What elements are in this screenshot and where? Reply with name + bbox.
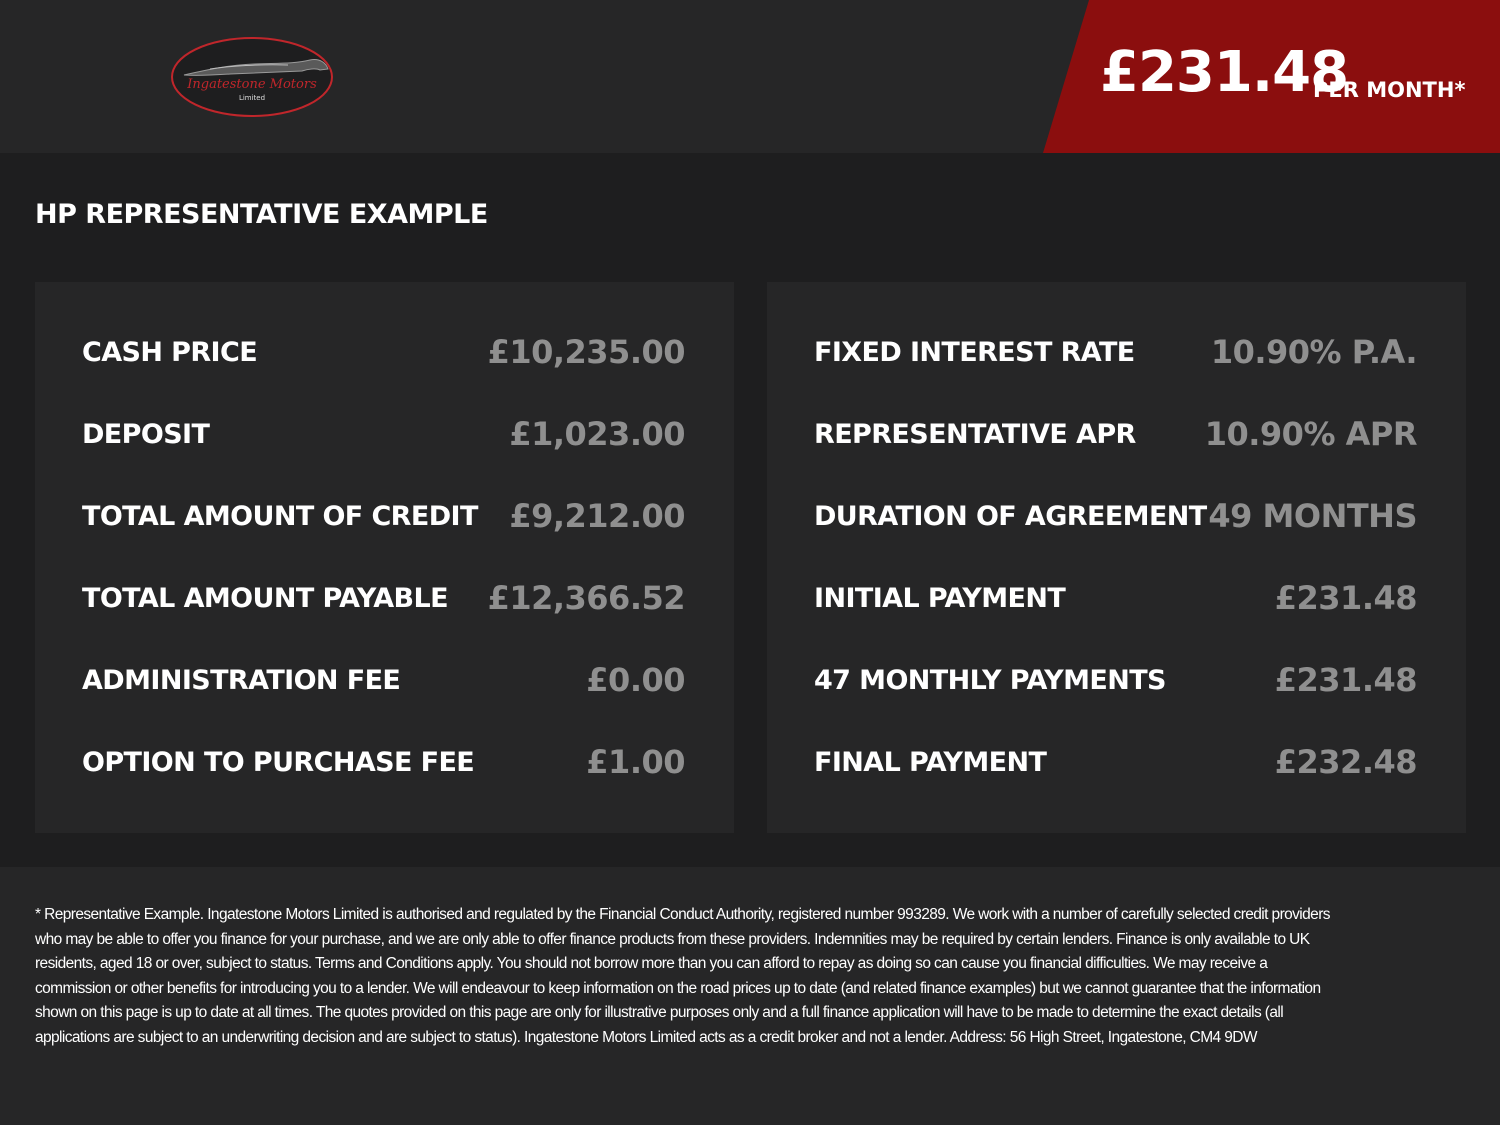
row-value: £1.00: [586, 743, 685, 781]
row-value: £231.48: [1274, 661, 1417, 699]
row-label: DURATION OF AGREEMENT: [814, 501, 1207, 532]
logo-subtitle: Limited: [238, 94, 266, 102]
row-value: £231.48: [1274, 579, 1417, 617]
row-label: ADMINISTRATION FEE: [82, 665, 401, 696]
per-month-label: PER MONTH*: [1313, 78, 1466, 102]
row-label: INITIAL PAYMENT: [814, 583, 1066, 614]
row-label: DEPOSIT: [82, 419, 210, 450]
row-label: 47 MONTHLY PAYMENTS: [814, 665, 1166, 696]
finance-row: [35, 323, 734, 383]
row-label: REPRESENTATIVE APR: [814, 419, 1136, 450]
finance-row: [767, 651, 1466, 711]
footer: [0, 867, 1500, 1125]
row-value: £232.48: [1274, 743, 1417, 781]
company-logo: [170, 36, 334, 118]
section-title: HP REPRESENTATIVE EXAMPLE: [35, 199, 488, 230]
row-value: £0.00: [586, 661, 685, 699]
finance-row: [35, 405, 734, 465]
row-label: TOTAL AMOUNT PAYABLE: [82, 583, 448, 614]
finance-row: [35, 569, 734, 629]
row-label: FIXED INTEREST RATE: [814, 337, 1135, 368]
finance-row: [35, 487, 734, 547]
row-label: CASH PRICE: [82, 337, 258, 368]
row-value: £1,023.00: [509, 415, 685, 453]
row-value: £10,235.00: [487, 333, 685, 371]
row-label: TOTAL AMOUNT OF CREDIT: [82, 501, 478, 532]
row-value: £12,366.52: [487, 579, 685, 617]
row-value: £9,212.00: [509, 497, 685, 535]
row-value: 10.90% P.A.: [1210, 333, 1417, 371]
right-finance-panel: [767, 282, 1466, 833]
finance-row: [767, 733, 1466, 793]
logo-emblem: [170, 36, 334, 118]
finance-row: [767, 405, 1466, 465]
finance-disclaimer: * Representative Example. Ingatestone Motors Limited is authorised and regulated by the Financial Conduct Authority, registered number 993289. We work with a number of carefully selected credit providers who may be able to offer you finance for your purchase, and we are only able to offer finance products from these providers. Indemnities may be required by certain lenders. Finance is only available to UK residents, aged 18 or over, subject to status. Terms and Conditions apply. You should not borrow more than you can afford to repay as doing so can cause you financial difficulties. We may receive a commission or other benefits for introducing you to a lender. We will endeavour to keep information on the road prices up to date (and related finance examples) but we cannot guarantee that the information shown on this page is up to date at all times. The quotes provided on this page are only for illustrative purposes only and a full finance application will have to be made to determine the exact details (all applications are subject to an underwriting decision and are subject to status). Ingatestone Motors Limited acts as a credit broker and not a lender. Address: 56 High Street, Ingatestone, CM4 9DW: [35, 906, 1330, 1046]
finance-row: [35, 733, 734, 793]
row-label: FINAL PAYMENT: [814, 747, 1047, 778]
logo-wordmark: Ingatestone Motors: [187, 77, 317, 92]
left-finance-panel: [35, 282, 734, 833]
finance-row: [767, 323, 1466, 383]
monthly-price-amount: £231.48: [1100, 40, 1349, 105]
row-label: OPTION TO PURCHASE FEE: [82, 747, 475, 778]
finance-row: [767, 569, 1466, 629]
finance-row: [767, 487, 1466, 547]
row-value: 10.90% APR: [1204, 415, 1417, 453]
row-value: 49 MONTHS: [1208, 497, 1417, 535]
header: [0, 0, 1500, 153]
finance-example-section: [0, 153, 1500, 867]
finance-row: [35, 651, 734, 711]
